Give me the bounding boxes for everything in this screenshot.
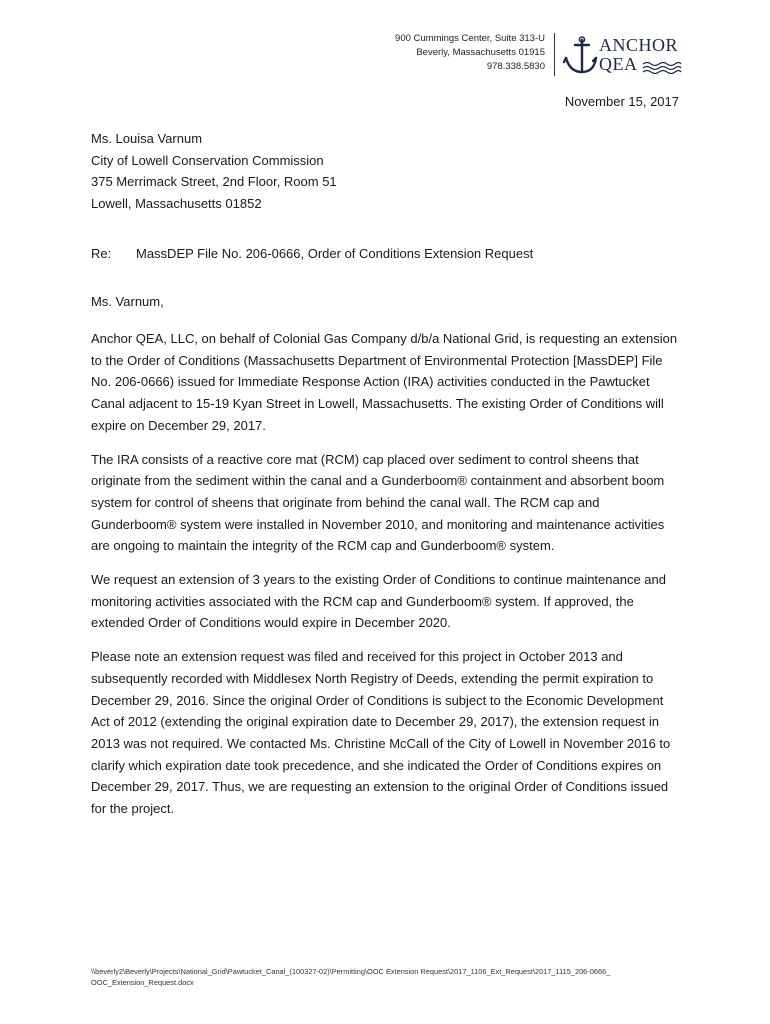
letterhead-divider xyxy=(554,33,555,76)
recipient-name: Ms. Louisa Varnum xyxy=(91,131,203,146)
footer-file-path: \\beverly2\Beverly\Projects\National_Grid\Pawtucket_Canal_(100327-02)\Permitting\OOC Extension Request\2017_1106_Ext_Request\2017_1115_206-0666_OOC_Extension_Request.docx xyxy=(91,967,611,987)
salutation: Ms. Varnum, xyxy=(91,294,164,309)
recipient-street: 375 Merrimack Street, 2nd Floor, Room 51 xyxy=(91,174,337,189)
address-line-1: 900 Cummings Center, Suite 313-U xyxy=(395,33,545,44)
subject-text: MassDEP File No. 206-0666, Order of Conditions Extension Request xyxy=(136,246,534,261)
body-paragraph: Anchor QEA, LLC, on behalf of Colonial Gas Company d/b/a National Grid, is requesting an extension to the Order of Conditions (Massachusetts Department of Environmental Protection [MassDEP] File No. 206-0666) issued for Immediate Response Action (IRA) activities conducted in the Pawtucket Canal adjacent to 15-19 Kyan Street in Lowell, Massachusetts. The existing Order of Conditions will expire on December 29, 2017. xyxy=(91,331,678,433)
recipient-city: Lowell, Massachusetts 01852 xyxy=(91,195,262,211)
body-paragraph: We request an extension of 3 years to the existing Order of Conditions to continue maintenance and monitoring activities associated with the RCM cap and Gunderboom® system. If approved, the extended Order of Conditions would expire in December 2020. xyxy=(91,572,666,631)
body-paragraph: The IRA consists of a reactive core mat (RCM) cap placed over sediment to control sheens that originate from the sediment within the canal and a Gunderboom® containment and absorbent boom system for control of sheens that originate from behind the canal wall. The RCM cap and Gunderboom® system were installed in November 2010, and monitoring and maintenance activities are ongoing to maintain the integrity of the RCM cap and Gunderboom® system. xyxy=(91,451,665,554)
body-paragraph: Please note an extension request was filed and received for this project in October 2013 and subsequently recorded with Middlesex North Registry of Deeds, extending the permit expiration to December 29, 2016. Since the original Order of Conditions is subject to the Economic Development Act of 2012 (extending the original expiration date to December 29, 2017), the extension request in 2013 was not required. We contacted Ms. Christine McCall of the City of Lowell in November 2016 to clarify which expiration date took precedence, and she indicated the Order of Conditions expires on December 29, 2017. Thus, we are requesting an extension to the original Order of Conditions issued for the project. xyxy=(91,649,671,817)
company-logo xyxy=(562,34,692,78)
logo-text-qea: QEA xyxy=(599,54,638,74)
recipient-organization: City of Lowell Conservation Commission xyxy=(91,152,324,168)
subject-label: Re: xyxy=(91,246,112,261)
logo-text-anchor: ANCHOR xyxy=(599,35,679,55)
address-line-2: Beverly, Massachusetts 01915 xyxy=(416,47,545,58)
anchor-icon xyxy=(562,36,598,76)
phone-number: 978.338.5830 xyxy=(486,61,545,72)
waves-icon xyxy=(642,60,682,74)
letter-body xyxy=(91,328,681,832)
letterhead-address xyxy=(395,32,545,74)
letter-date: November 15, 2017 xyxy=(564,94,679,109)
subject-line xyxy=(91,246,533,261)
recipient-block xyxy=(91,128,337,214)
